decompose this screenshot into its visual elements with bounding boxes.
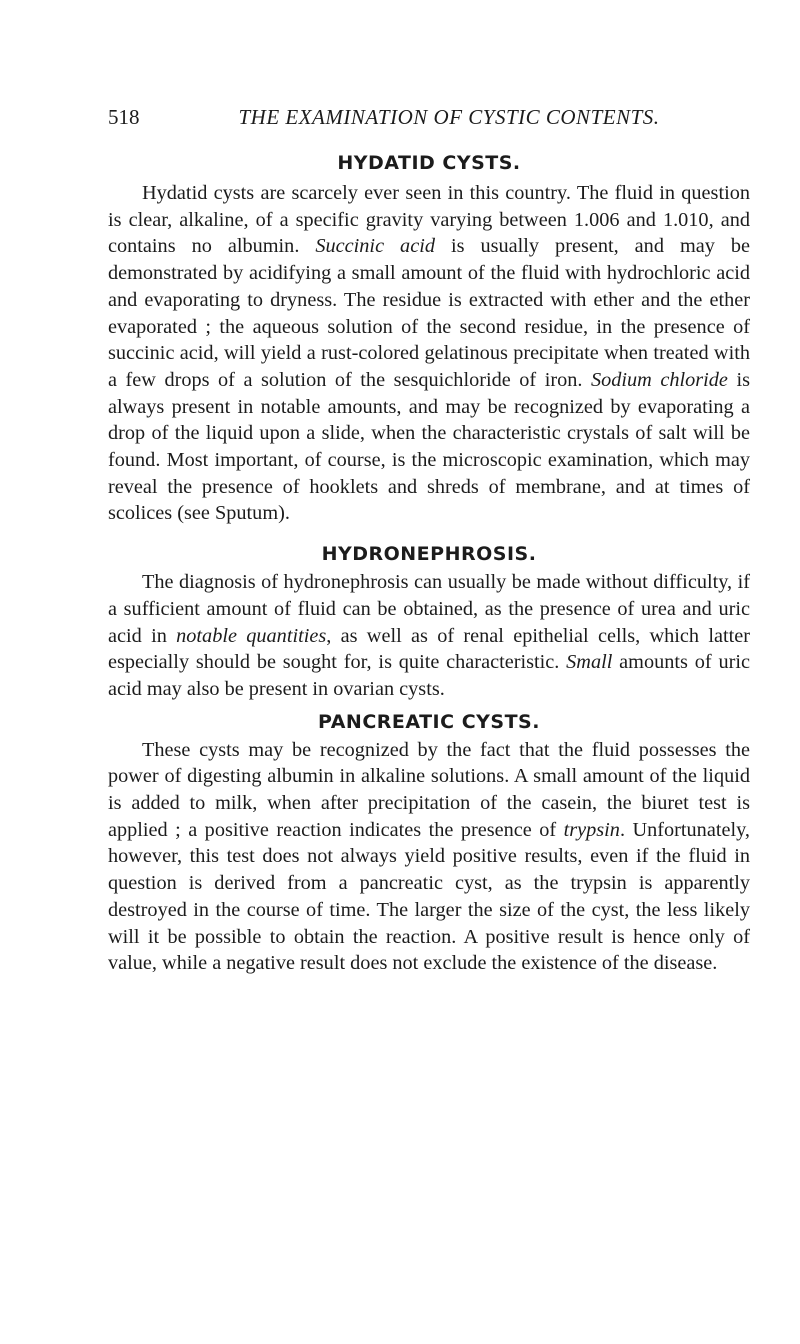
text-run: These cysts may be recognized by the fact that the fluid possesses the power of digesting albumin in alkaline solutions. A small amount of the liquid is added to milk, when after precipitation of the casein, the biuret test is applied ; a positive reaction indicates the presence of [108,738,750,841]
section-heading-pancreatic-cysts: PANCREATIC CYSTS. [318,710,540,733]
running-head [108,102,750,132]
italic-term-notable-quantities: notable quantities [176,624,327,647]
text-run: is usually present, and may be demonstrated by acidifying a small amount of the fluid with hydrochloric acid and evaporating to dryness. The residue is extracted with ether and the ether evaporated ; the aqueous solution of the second residue, in the presence of succinic acid, will yield a rust-colored gelatinous precipitate when treated with a few drops of a solution of the sesquichloride of iron. [108,235,751,391]
text-run: The diagnosis of hydronephrosis can usually be made without difficulty, if a sufficient amount of fluid can be obtained, as the presence of urea and uric acid in [108,571,750,647]
italic-term-trypsin: trypsin [563,818,620,841]
text-run: is always present in notable amounts, and may be recognized by evaporating a drop of the liquid upon a slide, when the characteristic crystals of salt will be found. Most important, of course, is the microscopic examination, which may reveal the presence of hooklets and shreds of membrane, and at times of scolices (see Sputum). [108,368,750,525]
paragraph-hydronephrosis [108,569,750,703]
paragraph-hydatid-cysts [108,180,750,527]
text-run: . Unfortunately, however, this test does not always yield positive results, even if the fluid in question is derived from a pancreatic cyst, as the trypsin is apparently destroyed in the course of time. The larger the size of the cyst, the less likely will it be possible to obtain the reaction. A positive result is hence only of value, while a negative result does not exclude the existence of the disease. [108,818,750,975]
section-heading-hydronephrosis: HYDRONEPHROSIS. [321,543,537,566]
italic-term-sodium-chloride: Sodium chloride [590,368,728,391]
italic-term-small: Small [566,651,613,674]
text-run: , as well as of renal epithelial cells, which latter especially should be sought for, is quite characteristic. [108,624,750,674]
running-title: THE EXAMINATION OF CYSTIC CONTENTS. [238,105,660,129]
book-page [108,102,750,977]
text-run: Hydatid cysts are scarcely ever seen in this country. The fluid in question is clear, alkaline, of a specific gravity varying between 1.006 and 1.010, and contains no albumin. [108,182,750,258]
italic-term-succinic-acid: Succinic acid [315,235,435,258]
section-heading-hydatid-cysts: HYDATID CYSTS. [337,152,521,174]
page-number: 518 [108,105,140,129]
paragraph-pancreatic-cysts [108,737,750,977]
text-run: amounts of uric acid may also be present in ovarian cysts. [108,651,750,700]
